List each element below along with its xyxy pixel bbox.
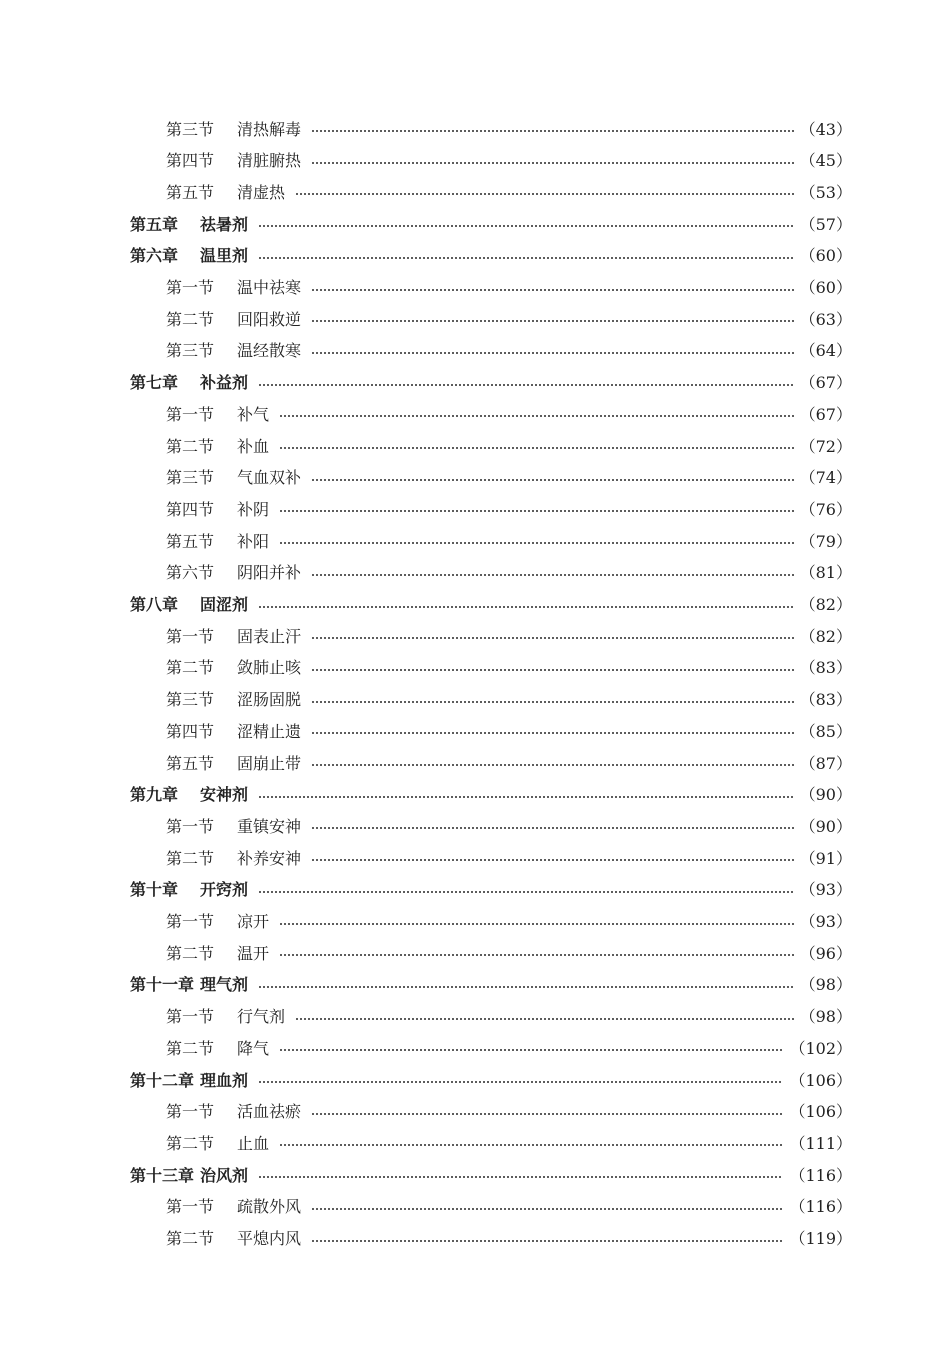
dot-leader xyxy=(311,320,794,322)
toc-section-entry[interactable] xyxy=(0,176,950,206)
entry-number: 第四节 xyxy=(166,499,215,519)
entry-page-number: （98） xyxy=(799,1007,852,1027)
dot-leader xyxy=(258,986,794,988)
dot-leader xyxy=(311,289,794,291)
entry-page-number: （93） xyxy=(799,912,852,931)
entry-number: 第四节 xyxy=(166,151,215,171)
entry-title: 活血祛瘀 xyxy=(237,1102,302,1122)
entry-number: 第三节 xyxy=(166,341,215,361)
dot-leader xyxy=(311,1208,783,1210)
entry-number: 第七章 xyxy=(130,373,179,393)
dot-leader xyxy=(279,1144,783,1146)
toc-section-entry[interactable] xyxy=(0,1001,950,1031)
entry-title: 涩精止遗 xyxy=(237,721,302,741)
entry-title: 固涩剂 xyxy=(200,595,249,614)
dot-leader xyxy=(279,447,794,449)
entry-page-number: （60） xyxy=(799,278,852,297)
entry-title: 安神剂 xyxy=(200,785,249,805)
dot-leader xyxy=(279,954,794,956)
dot-leader xyxy=(258,891,794,893)
entry-title: 气血双补 xyxy=(237,468,302,488)
toc-section-entry[interactable] xyxy=(0,272,950,302)
entry-title: 凉开 xyxy=(237,912,270,931)
entry-number: 第一节 xyxy=(166,1007,215,1027)
entry-number: 第三节 xyxy=(166,690,215,710)
toc-section-entry[interactable] xyxy=(0,1191,950,1221)
entry-page-number: （57） xyxy=(799,214,852,234)
entry-title: 补气 xyxy=(237,404,270,424)
entry-page-number: （81） xyxy=(799,563,852,583)
entry-number: 第二节 xyxy=(166,1229,215,1248)
toc-section-entry[interactable] xyxy=(0,303,950,333)
entry-page-number: （83） xyxy=(799,690,852,710)
entry-page-number: （76） xyxy=(799,499,852,519)
dot-leader xyxy=(311,130,794,132)
entry-title: 治风剂 xyxy=(200,1165,249,1185)
entry-title: 阴阳并补 xyxy=(237,563,302,583)
entry-number: 第二节 xyxy=(166,309,215,329)
entry-page-number: （106） xyxy=(789,1102,852,1122)
entry-title: 补阳 xyxy=(237,531,270,551)
toc-section-entry[interactable] xyxy=(0,1127,950,1157)
entry-number: 第三节 xyxy=(166,119,215,139)
entry-page-number: （116） xyxy=(789,1197,852,1217)
entry-number: 第六节 xyxy=(166,563,215,583)
dot-leader xyxy=(295,193,794,195)
entry-page-number: （90） xyxy=(799,785,852,805)
dot-leader xyxy=(311,669,794,671)
entry-page-number: （67） xyxy=(799,404,852,424)
entry-number: 第五节 xyxy=(166,753,215,773)
dot-leader xyxy=(279,542,794,544)
entry-number: 第一节 xyxy=(166,1102,215,1122)
toc-section-entry[interactable] xyxy=(0,145,950,175)
entry-title: 理气剂 xyxy=(200,975,249,995)
entry-title: 理血剂 xyxy=(200,1070,249,1090)
toc-section-entry[interactable] xyxy=(0,113,950,143)
toc-section-entry[interactable] xyxy=(0,652,950,682)
entry-title: 敛肺止咳 xyxy=(237,658,302,678)
dot-leader xyxy=(311,574,794,576)
toc-section-entry[interactable] xyxy=(0,747,950,777)
toc-section-entry[interactable] xyxy=(0,557,950,587)
entry-page-number: （63） xyxy=(799,309,852,329)
toc-section-entry[interactable] xyxy=(0,525,950,555)
toc-section-entry[interactable] xyxy=(0,842,950,872)
dot-leader xyxy=(258,257,794,259)
dot-leader xyxy=(258,384,794,386)
entry-number: 第二节 xyxy=(166,658,215,678)
entry-title: 温里剂 xyxy=(200,246,249,266)
toc-section-entry[interactable] xyxy=(0,937,950,967)
dot-leader xyxy=(258,796,794,798)
entry-number: 第二节 xyxy=(166,436,215,456)
entry-number: 第一节 xyxy=(166,626,215,646)
entry-page-number: （98） xyxy=(799,975,852,995)
entry-title: 清虚热 xyxy=(237,182,286,202)
entry-number: 第一节 xyxy=(166,404,215,424)
entry-number: 第十章 xyxy=(130,880,179,900)
entry-page-number: （82） xyxy=(799,626,852,646)
toc-section-entry[interactable] xyxy=(0,715,950,745)
entry-page-number: （64） xyxy=(799,341,852,361)
dot-leader xyxy=(311,637,794,639)
entry-title: 温开 xyxy=(237,943,270,963)
toc-section-entry[interactable] xyxy=(0,620,950,650)
entry-page-number: （83） xyxy=(799,658,852,678)
dot-leader xyxy=(311,352,794,354)
entry-number: 第二节 xyxy=(166,943,215,963)
entry-title: 平熄内风 xyxy=(237,1229,302,1248)
entry-number: 第三节 xyxy=(166,468,215,488)
toc-chapter-entry[interactable] xyxy=(0,1064,950,1094)
dot-leader xyxy=(311,1113,783,1115)
toc-section-entry[interactable] xyxy=(0,906,950,936)
entry-page-number: （93） xyxy=(799,880,852,900)
entry-title: 清脏腑热 xyxy=(237,151,302,171)
entry-page-number: （116） xyxy=(789,1165,852,1185)
entry-page-number: （111） xyxy=(789,1133,852,1153)
entry-page-number: （67） xyxy=(799,373,852,393)
entry-title: 补血 xyxy=(237,436,270,456)
entry-page-number: （43） xyxy=(799,119,852,139)
entry-page-number: （74） xyxy=(799,468,852,488)
entry-number: 第十一章 xyxy=(130,975,195,995)
dot-leader xyxy=(279,510,794,512)
entry-page-number: （85） xyxy=(799,721,852,741)
entry-number: 第十三章 xyxy=(130,1165,195,1185)
entry-number: 第十二章 xyxy=(130,1070,195,1090)
entry-title: 疏散外风 xyxy=(237,1197,302,1217)
entry-title: 行气剂 xyxy=(237,1007,286,1027)
dot-leader xyxy=(258,1081,783,1083)
entry-page-number: （60） xyxy=(799,246,852,266)
toc-section-entry[interactable] xyxy=(0,335,950,365)
entry-title: 开窍剂 xyxy=(200,880,249,900)
entry-page-number: （90） xyxy=(799,816,852,836)
toc-chapter-entry[interactable] xyxy=(0,208,950,238)
toc-section-entry[interactable] xyxy=(0,684,950,714)
dot-leader xyxy=(279,415,794,417)
dot-leader xyxy=(258,1176,783,1178)
entry-number: 第一节 xyxy=(166,1197,215,1217)
entry-title: 清热解毒 xyxy=(237,119,302,139)
toc-section-entry[interactable] xyxy=(0,398,950,428)
dot-leader xyxy=(311,701,794,703)
entry-page-number: （82） xyxy=(799,595,852,614)
dot-leader xyxy=(311,1240,783,1242)
toc-chapter-entry[interactable] xyxy=(0,240,950,270)
toc-chapter-entry[interactable] xyxy=(0,779,950,809)
entry-page-number: （102） xyxy=(789,1038,852,1058)
entry-number: 第一节 xyxy=(166,278,215,297)
entry-title: 止血 xyxy=(237,1133,270,1153)
entry-page-number: （72） xyxy=(799,436,852,456)
entry-title: 固崩止带 xyxy=(237,753,302,773)
entry-title: 补养安神 xyxy=(237,848,302,868)
entry-page-number: （79） xyxy=(799,531,852,551)
entry-number: 第九章 xyxy=(130,785,179,805)
toc-section-entry[interactable] xyxy=(0,1223,950,1253)
dot-leader xyxy=(295,1018,794,1020)
dot-leader xyxy=(311,859,794,861)
entry-number: 第八章 xyxy=(130,595,179,614)
entry-page-number: （106） xyxy=(789,1070,852,1090)
entry-title: 涩肠固脱 xyxy=(237,690,302,710)
toc-chapter-entry[interactable] xyxy=(0,589,950,619)
entry-page-number: （91） xyxy=(799,848,852,868)
entry-page-number: （119） xyxy=(789,1229,852,1248)
entry-title: 祛暑剂 xyxy=(200,214,249,234)
entry-number: 第二节 xyxy=(166,1038,215,1058)
entry-page-number: （96） xyxy=(799,943,852,963)
entry-number: 第五章 xyxy=(130,214,179,234)
entry-title: 固表止汗 xyxy=(237,626,302,646)
toc-chapter-entry[interactable] xyxy=(0,367,950,397)
toc-chapter-entry[interactable] xyxy=(0,969,950,999)
entry-number: 第五节 xyxy=(166,531,215,551)
entry-title: 补益剂 xyxy=(200,373,249,393)
toc-section-entry[interactable] xyxy=(0,810,950,840)
entry-number: 第二节 xyxy=(166,848,215,868)
dot-leader xyxy=(279,1049,783,1051)
toc-section-entry[interactable] xyxy=(0,462,950,492)
dot-leader xyxy=(258,225,794,227)
toc-chapter-entry[interactable] xyxy=(0,874,950,904)
entry-title: 温中祛寒 xyxy=(237,278,302,297)
entry-number: 第六章 xyxy=(130,246,179,266)
entry-number: 第一节 xyxy=(166,912,215,931)
toc-section-entry[interactable] xyxy=(0,1032,950,1062)
toc-chapter-entry[interactable] xyxy=(0,1159,950,1189)
entry-title: 补阴 xyxy=(237,499,270,519)
entry-title: 重镇安神 xyxy=(237,816,302,836)
dot-leader xyxy=(311,732,794,734)
dot-leader xyxy=(311,162,794,164)
entry-title: 回阳救逆 xyxy=(237,309,302,329)
entry-page-number: （87） xyxy=(799,753,852,773)
entry-number: 第五节 xyxy=(166,182,215,202)
entry-number: 第一节 xyxy=(166,816,215,836)
toc-section-entry[interactable] xyxy=(0,493,950,523)
entry-number: 第四节 xyxy=(166,721,215,741)
dot-leader xyxy=(279,923,794,925)
dot-leader xyxy=(311,764,794,766)
entry-title: 温经散寒 xyxy=(237,341,302,361)
entry-page-number: （45） xyxy=(799,151,852,171)
entry-title: 降气 xyxy=(237,1038,270,1058)
dot-leader xyxy=(311,479,794,481)
entry-page-number: （53） xyxy=(799,182,852,202)
toc-section-entry[interactable] xyxy=(0,1096,950,1126)
dot-leader xyxy=(311,827,794,829)
toc-section-entry[interactable] xyxy=(0,430,950,460)
dot-leader xyxy=(258,606,794,608)
entry-number: 第二节 xyxy=(166,1133,215,1153)
